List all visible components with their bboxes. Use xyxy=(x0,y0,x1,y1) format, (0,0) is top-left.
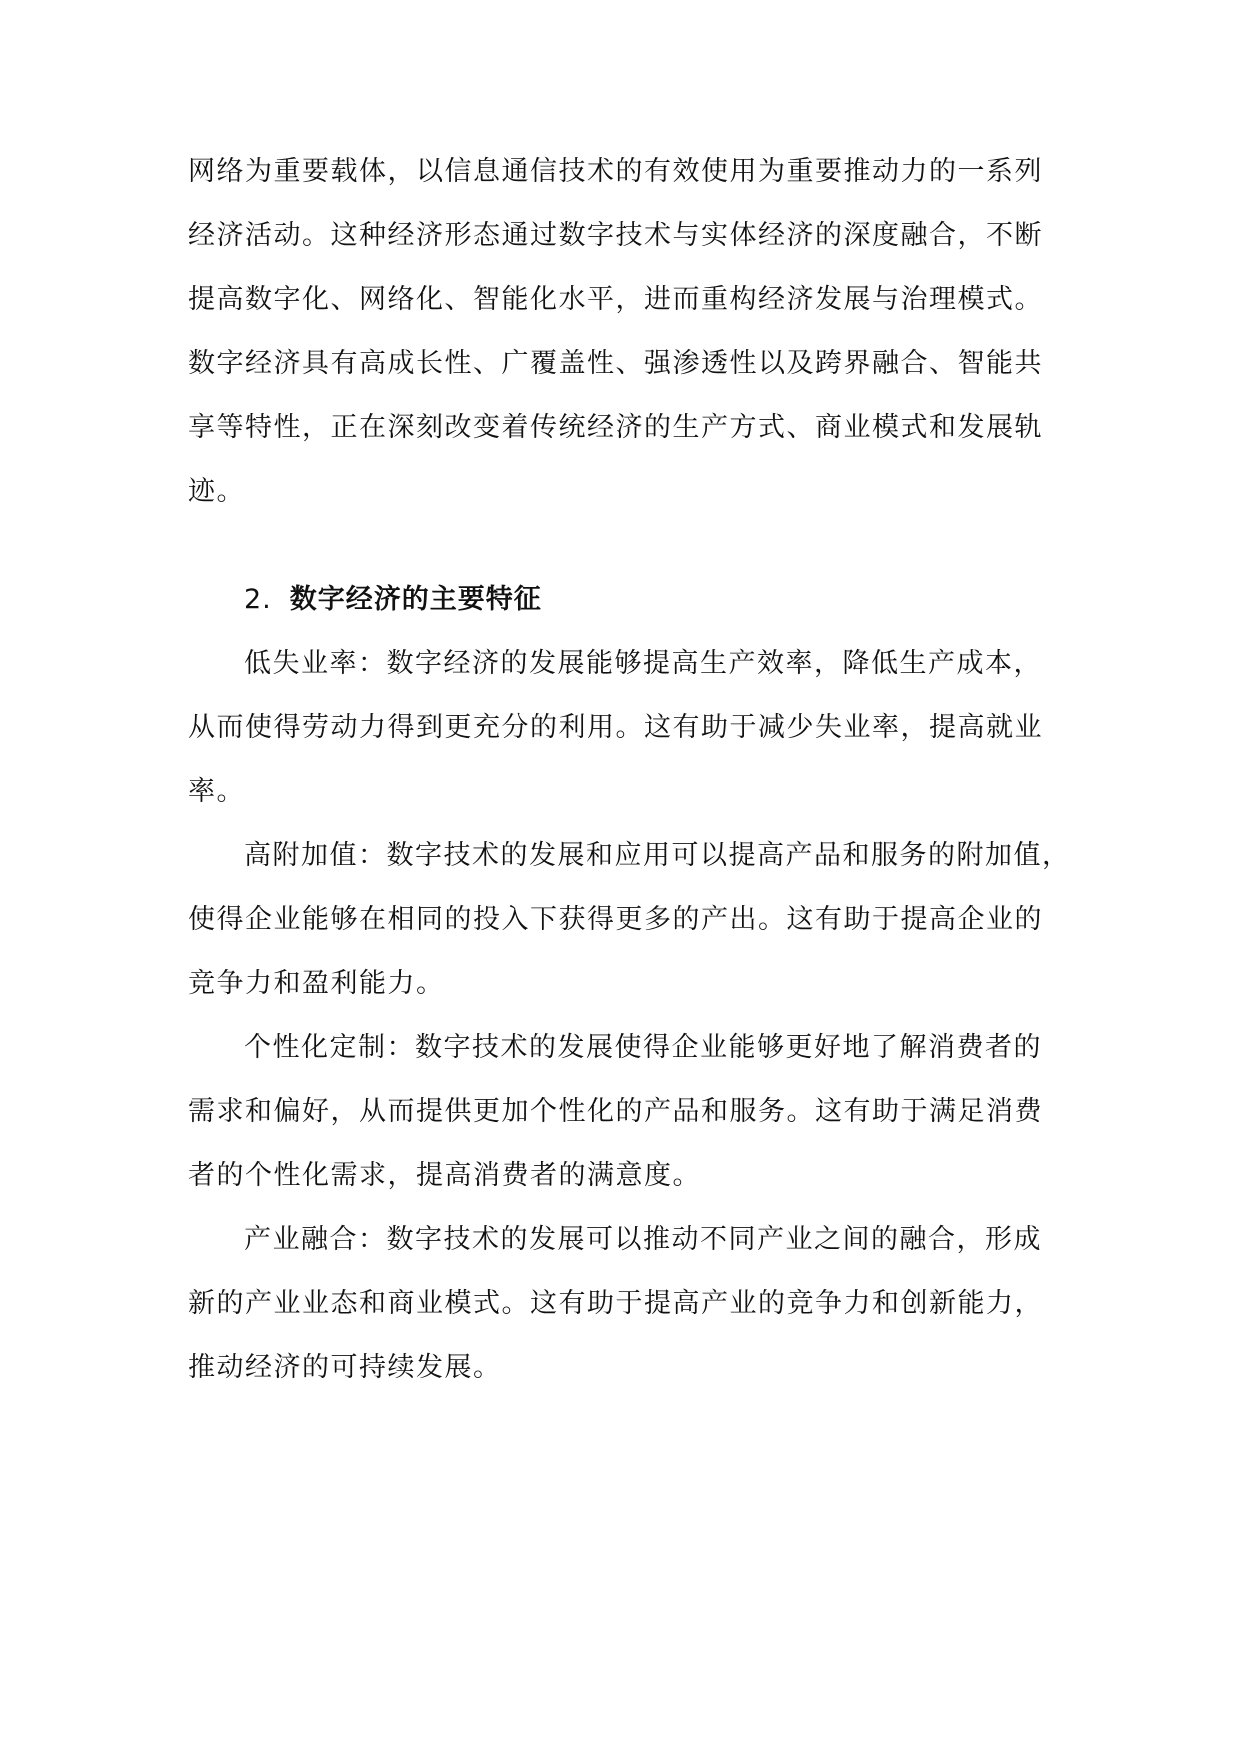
text-line: 迹。 xyxy=(188,476,245,507)
text-line: 竞争力和盈利能力。 xyxy=(188,968,445,999)
text-line: 率。 xyxy=(188,776,245,807)
text-line: 个性化定制：数字技术的发展使得企业能够更好地了解消费者的 xyxy=(244,1032,1042,1063)
text-line: 网络为重要载体，以信息通信技术的有效使用为重要推动力的一系列 xyxy=(188,156,1043,187)
text-line: 享等特性，正在深刻改变着传统经济的生产方式、商业模式和发展轨 xyxy=(188,412,1043,443)
text-line: 使得企业能够在相同的投入下获得更多的产出。这有助于提高企业的 xyxy=(188,904,1043,935)
document-body xyxy=(188,140,1071,1400)
text-line: 产业融合：数字技术的发展可以推动不同产业之间的融合，形成 xyxy=(244,1224,1042,1255)
feature-paragraph-low-unemployment xyxy=(188,632,1048,824)
text-line: 数字经济具有高成长性、广覆盖性、强渗透性以及跨界融合、智能共 xyxy=(188,348,1043,379)
text-line: 者的个性化需求，提高消费者的满意度。 xyxy=(188,1160,701,1191)
feature-paragraph-customization xyxy=(188,1016,1048,1208)
text-line: 经济活动。这种经济形态通过数字技术与实体经济的深度融合，不断 xyxy=(188,220,1043,251)
text-line: 需求和偏好，从而提供更加个性化的产品和服务。这有助于满足消费 xyxy=(188,1096,1043,1127)
text-line: 推动经济的可持续发展。 xyxy=(188,1352,502,1383)
section-heading xyxy=(188,568,1048,632)
section-title: 数字经济的主要特征 xyxy=(289,584,542,615)
text-line: 高附加值：数字技术的发展和应用可以提高产品和服务的附加值， xyxy=(244,840,1071,871)
text-line: 从而使得劳动力得到更充分的利用。这有助于减少失业率，提高就业 xyxy=(188,712,1043,743)
text-line: 提高数字化、网络化、智能化水平，进而重构经济发展与治理模式。 xyxy=(188,284,1043,315)
feature-paragraph-high-value-added xyxy=(188,824,1071,1016)
intro-paragraph xyxy=(188,140,1048,524)
text-line: 新的产业业态和商业模式。这有助于提高产业的竞争力和创新能力， xyxy=(188,1288,1043,1319)
feature-paragraph-industry-integration xyxy=(188,1208,1048,1400)
section-number: 2. xyxy=(244,584,272,615)
text-line: 低失业率：数字经济的发展能够提高生产效率，降低生产成本， xyxy=(244,648,1042,679)
